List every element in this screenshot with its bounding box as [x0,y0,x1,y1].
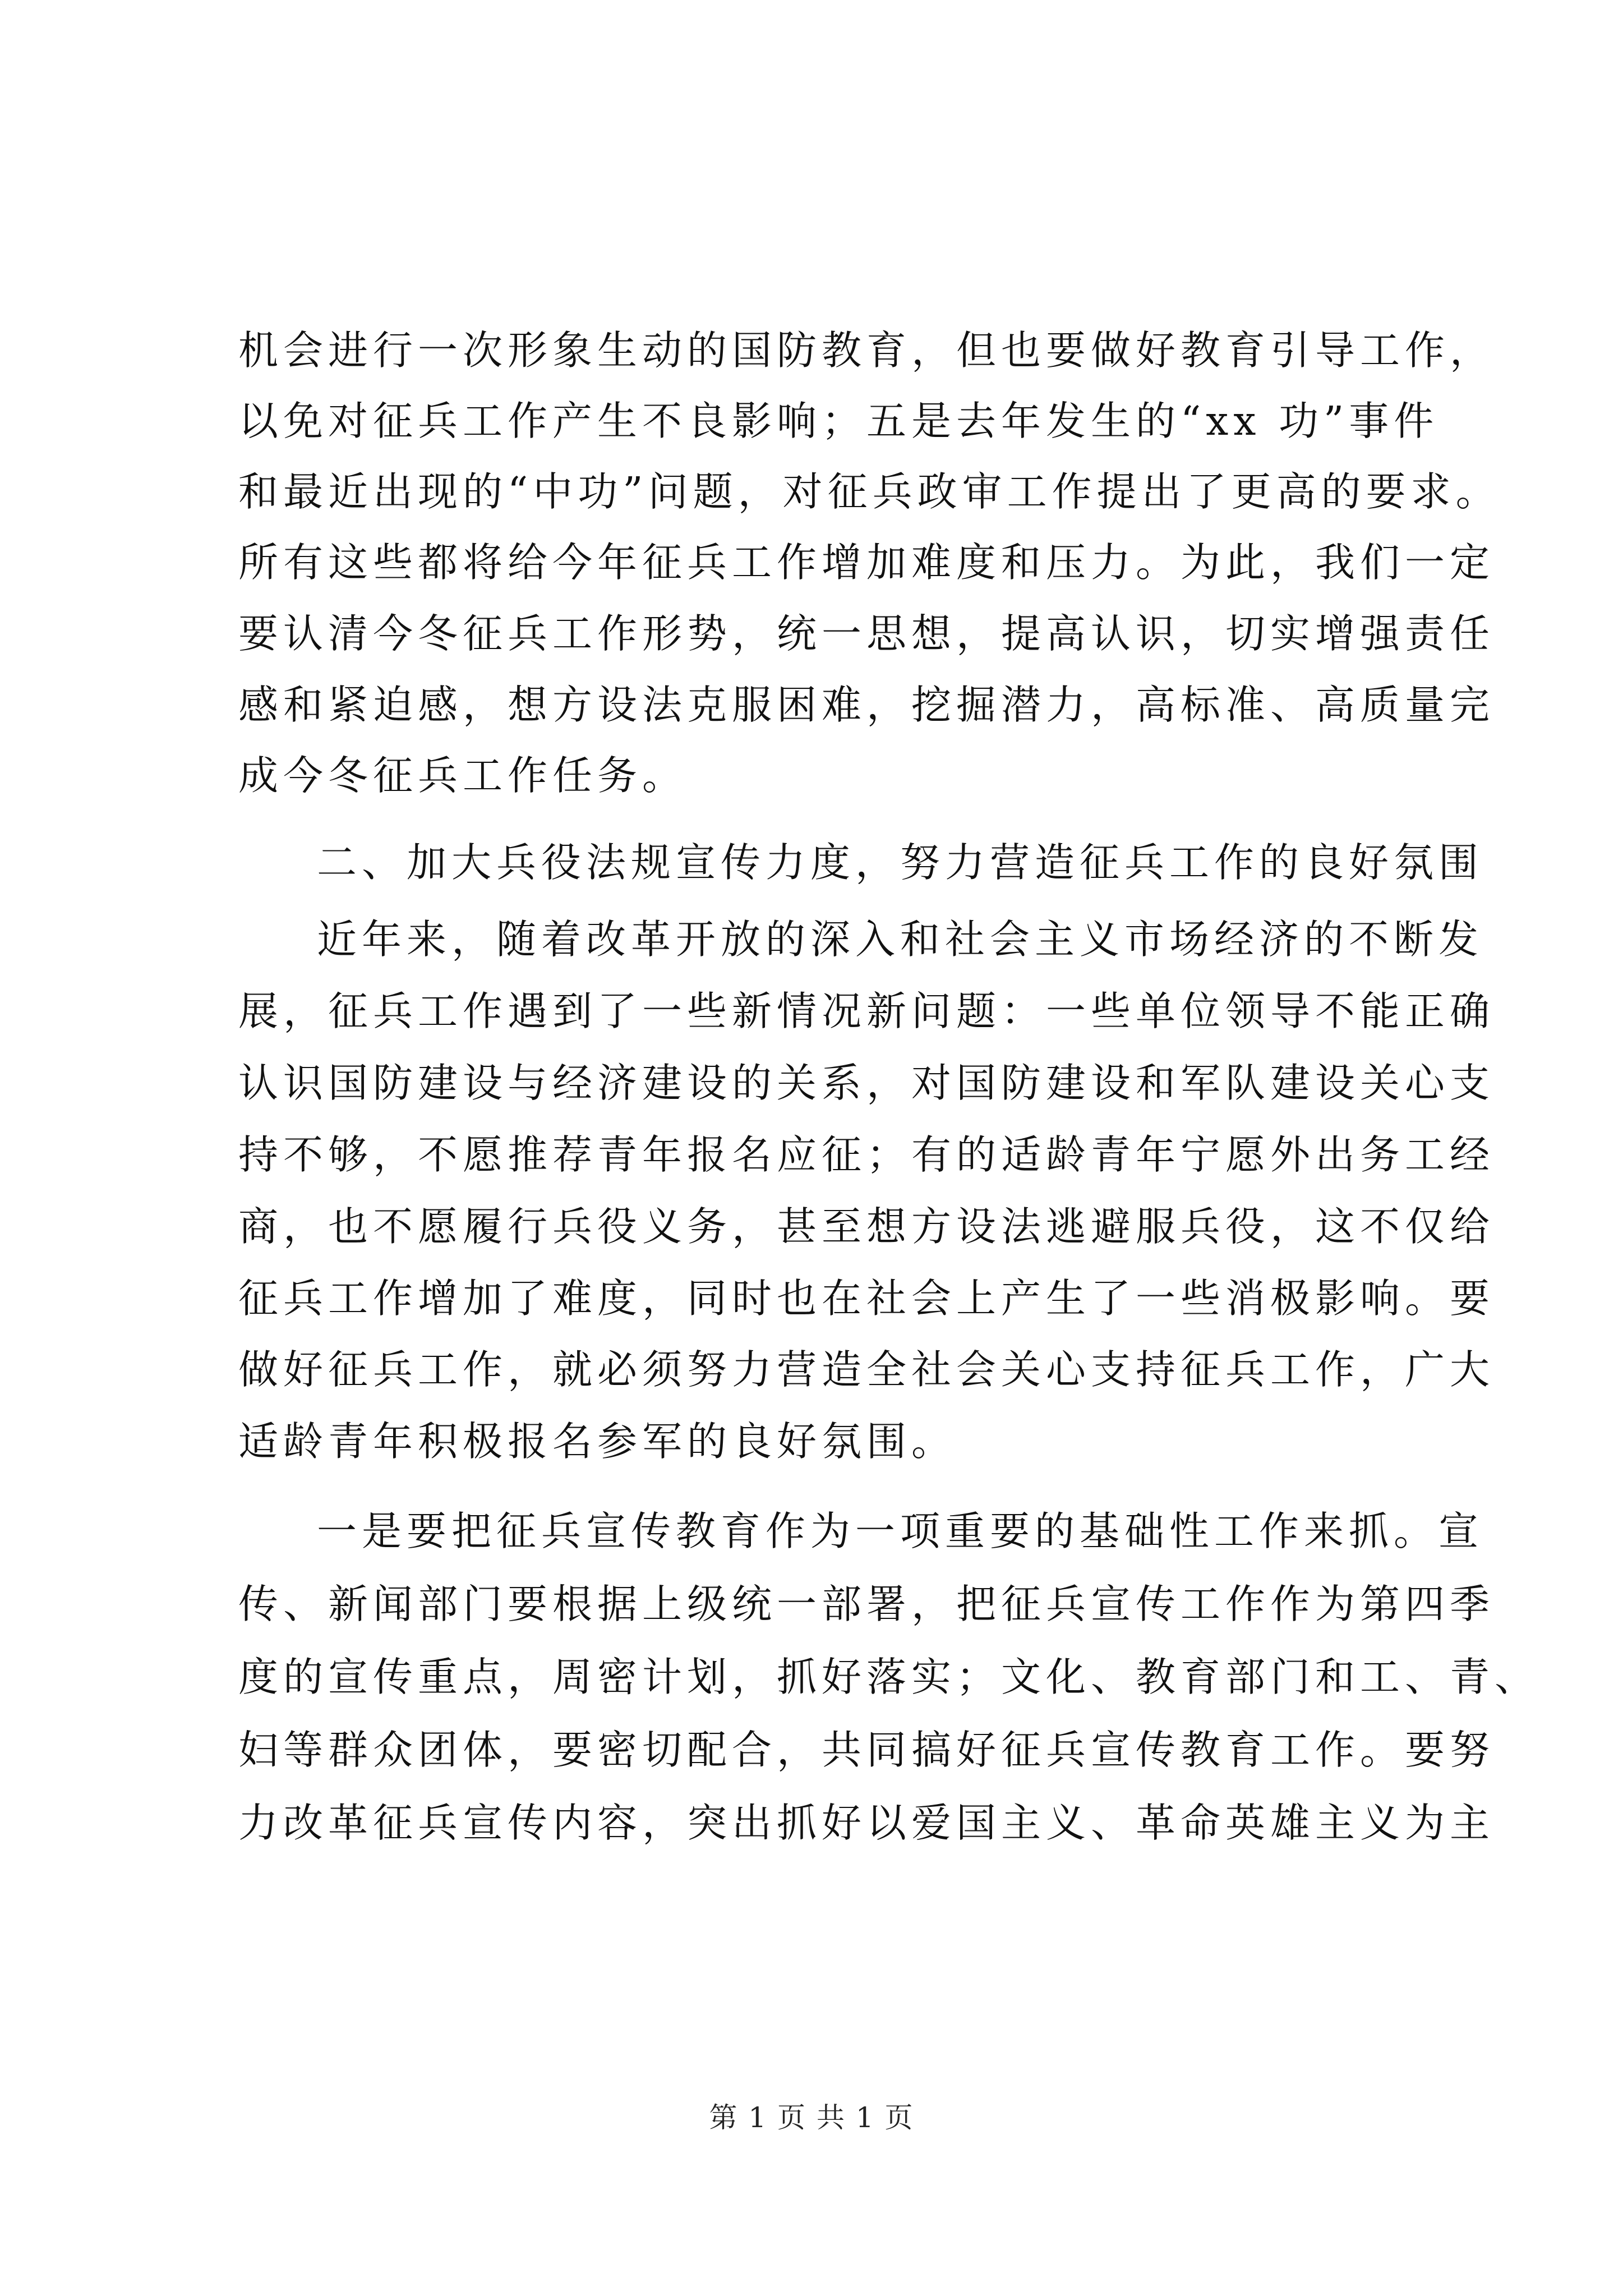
text-line: 持不够，不愿推荐青年报名应征；有的适龄青年宁愿外出务工经 [238,1131,1495,1178]
text-line: 感和紧迫感，想方设法克服困难，挖掘潜力，高标准、高质量完 [238,682,1495,728]
text-line: 度的宣传重点，周密计划，抓好落实；文化、教育部门和工、青、 [238,1654,1540,1700]
text-line: 征兵工作增加了难度，同时也在社会上产生了一些消极影响。要 [238,1275,1495,1322]
text-line: 认识国防建设与经济建设的关系，对国防建设和军队建设关心支 [238,1060,1495,1106]
text-line: 一是要把征兵宣传教育作为一项重要的基础性工作来抓。宣 [317,1508,1484,1554]
section-heading: 二、加大兵役法规宣传力度，努力营造征兵工作的良好氛围 [317,839,1484,886]
text-line: 商，也不愿履行兵役义务，甚至想方设法逃避服兵役，这不仅给 [238,1203,1495,1250]
text-line: 妇等群众团体，要密切配合，共同搞好征兵宣传教育工作。要努 [238,1727,1495,1773]
text-line: 力改革征兵宣传内容，突出抓好以爱国主义、革命英雄主义为主 [238,1800,1495,1846]
text-line: 和最近出现的“中功”问题，对征兵政审工作提出了更高的要求。 [238,468,1501,515]
text-line: 机会进行一次形象生动的国防教育，但也要做好教育引导工作， [238,327,1495,374]
text-line: 以免对征兵工作产生不良影响；五是去年发生的“xx 功”事件 [238,398,1439,444]
text-line: 展，征兵工作遇到了一些新情况新问题：一些单位领导不能正确 [238,988,1495,1034]
text-line: 传、新闻部门要根据上级统一部署，把征兵宣传工作作为第四季 [238,1581,1495,1627]
text-line: 要认清今冬征兵工作形势，统一思想，提高认识，切实增强责任 [238,610,1495,657]
page-footer: 第 1 页 共 1 页 [709,2101,914,2134]
text-line: 适龄青年积极报名参军的良好氛围。 [238,1418,957,1465]
text-line: 所有这些都将给今年征兵工作增加难度和压力。为此，我们一定 [238,539,1495,586]
text-line: 做好征兵工作，就必须努力营造全社会关心支持征兵工作，广大 [238,1346,1495,1393]
text-line: 成今冬征兵工作任务。 [238,752,688,799]
text-line: 近年来，随着改革开放的深入和社会主义市场经济的不断发 [317,916,1484,963]
